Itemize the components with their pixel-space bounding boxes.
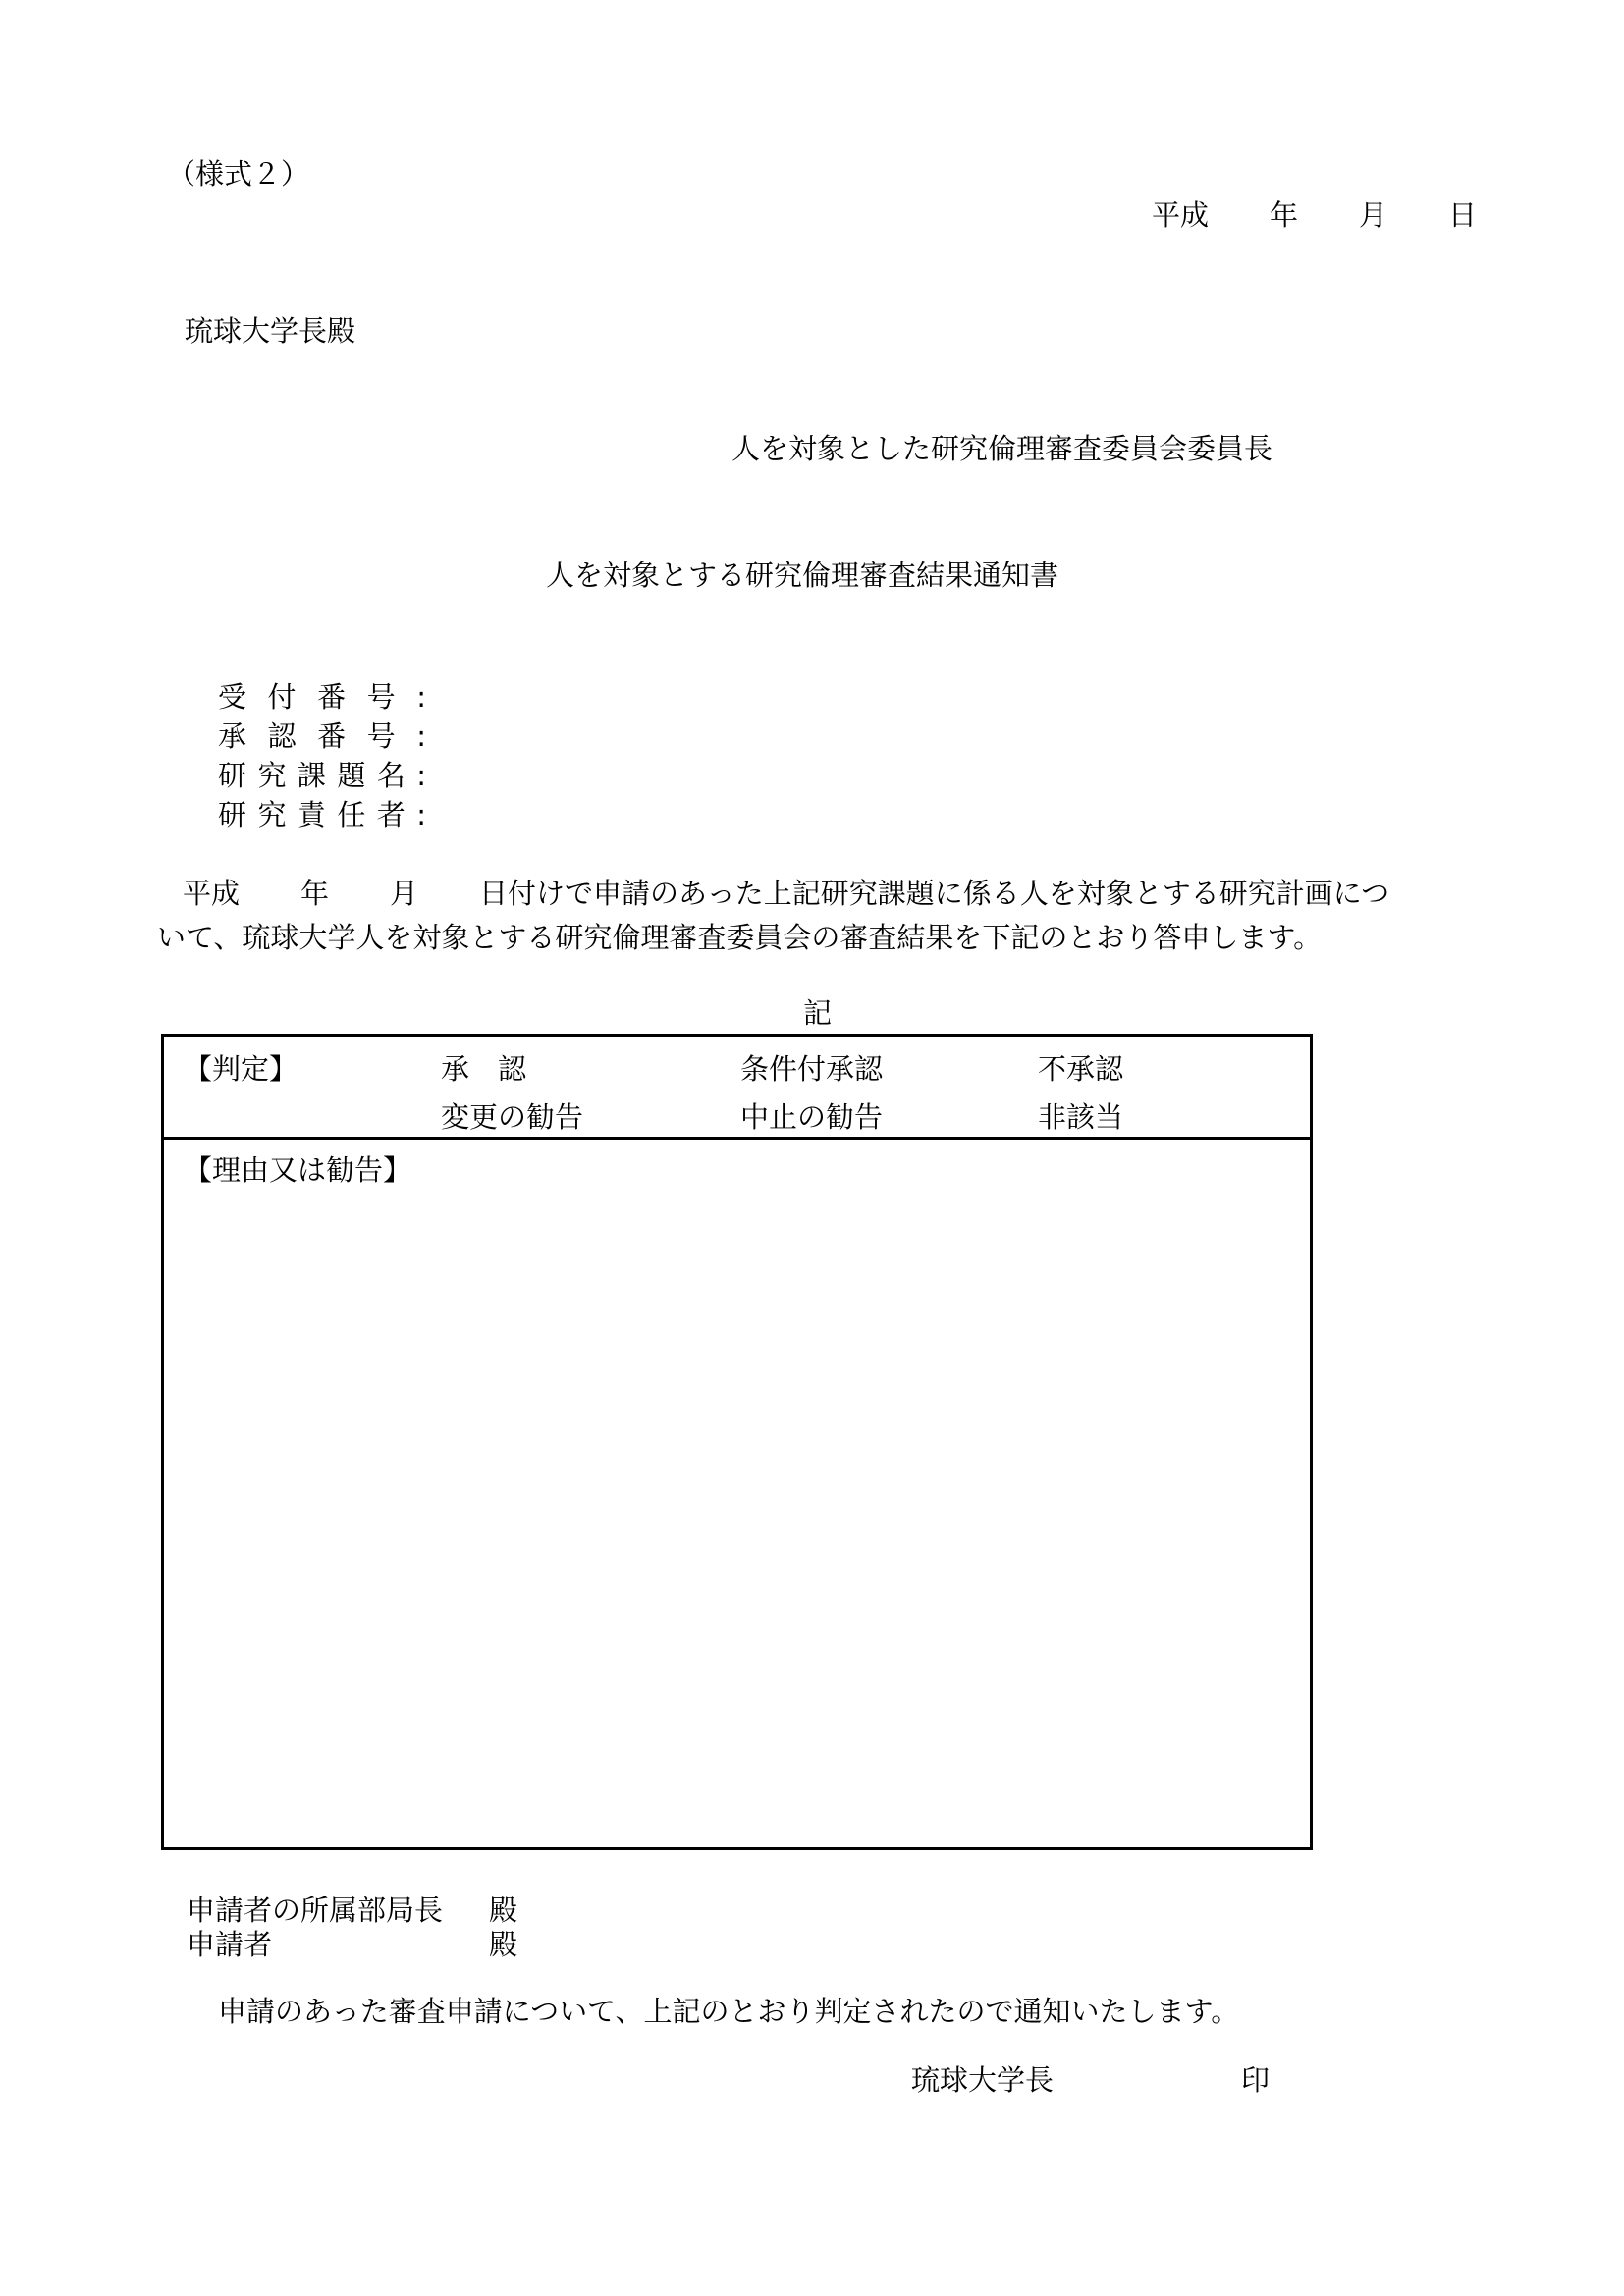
date-month: 月 xyxy=(1358,198,1387,232)
info-fields xyxy=(218,677,426,834)
body-line-1 xyxy=(157,872,1473,916)
option-change-recommendation: 変更の勧告 xyxy=(441,1100,584,1134)
recipient-honorific: 殿 xyxy=(489,1928,518,1961)
judgment-box xyxy=(161,1034,1313,1850)
label-char: 究 xyxy=(257,797,287,831)
recipient-honorific: 殿 xyxy=(489,1894,518,1927)
option-not-applicable: 非該当 xyxy=(1038,1100,1124,1134)
field-label xyxy=(218,719,426,753)
signature-name: 琉球大学長 xyxy=(911,2063,1055,2097)
reason-label: 【理由又は勧告】 xyxy=(184,1153,412,1187)
date-era: 平成 xyxy=(1151,198,1209,232)
date-day: 日 xyxy=(1447,198,1477,232)
judgment-label: 【判定】 xyxy=(184,1052,298,1086)
field-colon: : xyxy=(416,797,426,831)
label-char: 者 xyxy=(376,797,406,831)
seal-mark: 印 xyxy=(1241,2063,1271,2097)
field-principal-investigator xyxy=(218,795,426,834)
label-char: 承 xyxy=(218,719,247,753)
date-line xyxy=(1151,198,1477,232)
issuer: 人を対象とした研究倫理審査委員会委員長 xyxy=(731,432,1273,465)
label-char: 任 xyxy=(337,797,366,831)
body-year: 年 xyxy=(300,877,330,910)
option-conditional-approval: 条件付承認 xyxy=(740,1052,884,1086)
label-char: 番 xyxy=(317,679,347,714)
date-year: 年 xyxy=(1269,198,1298,232)
field-label xyxy=(218,679,426,714)
option-not-approved: 不承認 xyxy=(1038,1052,1124,1086)
label-char: 号 xyxy=(366,719,396,753)
field-colon: : xyxy=(416,679,426,714)
label-char: 付 xyxy=(267,679,297,714)
option-approved: 承 認 xyxy=(441,1052,527,1086)
label-char: 課 xyxy=(297,758,326,792)
label-char: 認 xyxy=(267,719,297,753)
body-month: 月 xyxy=(390,877,419,910)
recipient-name: 申請者 xyxy=(187,1928,273,1961)
notice-text: 申請のあった審査申請について、上記のとおり判定されたので通知いたします。 xyxy=(218,1995,1240,2028)
option-suspension-recommendation: 中止の勧告 xyxy=(740,1100,884,1134)
document-title: 人を対象とする研究倫理審査結果通知書 xyxy=(546,559,1059,592)
body-line-2: いて、琉球大学人を対象とする研究倫理審査委員会の審査結果を下記のとおり答申します。 xyxy=(157,921,1323,954)
recipient-applicant xyxy=(187,1928,518,1961)
label-char: 番 xyxy=(317,719,347,753)
label-char: 研 xyxy=(218,797,247,831)
form-number: （様式２） xyxy=(167,157,310,190)
label-char: 責 xyxy=(297,797,326,831)
recipient-name: 申請者の所属部局長 xyxy=(187,1894,444,1927)
label-char: 名 xyxy=(376,758,406,792)
field-reception-number xyxy=(218,677,426,717)
ki-heading: 記 xyxy=(803,996,833,1030)
addressee: 琉球大学長殿 xyxy=(185,314,356,347)
field-label xyxy=(218,758,426,792)
field-research-title xyxy=(218,756,426,795)
label-char: 受 xyxy=(218,679,247,714)
field-approval-number xyxy=(218,717,426,756)
field-colon: : xyxy=(416,758,426,792)
body-paragraph xyxy=(157,872,1473,960)
recipient-department-head xyxy=(187,1894,518,1927)
field-label xyxy=(218,797,426,831)
body-era: 平成 xyxy=(183,877,241,910)
label-char: 究 xyxy=(257,758,287,792)
box-divider xyxy=(164,1137,1310,1140)
label-char: 研 xyxy=(218,758,247,792)
body-line-1-text: 日付けで申請のあった上記研究課題に係る人を対象とする研究計画につ xyxy=(479,877,1390,910)
label-char: 題 xyxy=(337,758,366,792)
label-char: 号 xyxy=(366,679,396,714)
field-colon: : xyxy=(416,719,426,753)
